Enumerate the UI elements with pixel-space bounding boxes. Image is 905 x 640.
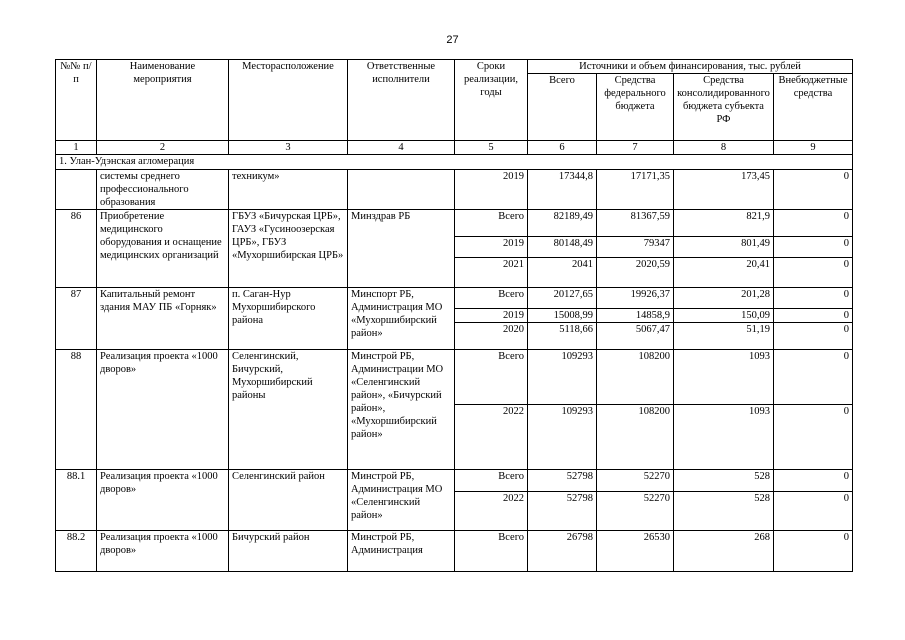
column-number: 4 <box>348 141 455 155</box>
table-row <box>56 531 853 572</box>
header-row <box>56 60 853 74</box>
cell-regional: 1093 <box>674 350 774 405</box>
cell-federal: 5067,47 <box>597 323 674 350</box>
cell-federal: 52270 <box>597 492 674 531</box>
column-number: 2 <box>97 141 229 155</box>
cell-extra: 0 <box>774 492 853 531</box>
cell-num <box>56 170 97 210</box>
cell-regional: 150,09 <box>674 309 774 323</box>
cell-federal: 108200 <box>597 350 674 405</box>
cell-year: 2020 <box>455 323 528 350</box>
cell-year: Всего <box>455 210 528 237</box>
cell-regional: 20,41 <box>674 258 774 288</box>
cell-location: техникум» <box>229 170 348 210</box>
cell-location: Селенгинский, Бичурский, Мухоршибирский районы <box>229 350 348 470</box>
cell-federal: 2020,59 <box>597 258 674 288</box>
cell-extra: 0 <box>774 210 853 237</box>
cell-responsible <box>348 170 455 210</box>
column-number: 9 <box>774 141 853 155</box>
cell-num: 87 <box>56 288 97 350</box>
cell-total: 109293 <box>528 350 597 405</box>
cell-federal: 19926,37 <box>597 288 674 309</box>
cell-num: 88 <box>56 350 97 470</box>
cell-regional: 821,9 <box>674 210 774 237</box>
page-number: 27 <box>446 34 459 46</box>
table-row <box>56 350 853 405</box>
cell-year: Всего <box>455 531 528 572</box>
cell-regional: 173,45 <box>674 170 774 210</box>
cell-extra: 0 <box>774 531 853 572</box>
cell-year: 2022 <box>455 492 528 531</box>
header-federal: Средства федерального бюджета <box>597 74 674 141</box>
column-number: 8 <box>674 141 774 155</box>
cell-name: системы среднего профессионального образования <box>97 170 229 210</box>
table-row <box>56 470 853 492</box>
cell-regional: 528 <box>674 492 774 531</box>
cell-name: Реализация проекта «1000 дворов» <box>97 350 229 470</box>
cell-responsible: Минстрой РБ, Администрации МО «Селенгинский район», «Бичурский район», «Мухоршибирский район» <box>348 350 455 470</box>
cell-federal: 14858,9 <box>597 309 674 323</box>
cell-responsible: Минздрав РБ <box>348 210 455 288</box>
cell-regional: 528 <box>674 470 774 492</box>
cell-year: 2022 <box>455 405 528 470</box>
cell-federal: 17171,35 <box>597 170 674 210</box>
table-row <box>56 288 853 309</box>
cell-federal: 26530 <box>597 531 674 572</box>
header-name: Наименование мероприятия <box>97 60 229 141</box>
cell-location: ГБУЗ «Бичурская ЦРБ», ГАУЗ «Гусиноозерская ЦРБ», ГБУЗ «Мухоршибирская ЦРБ» <box>229 210 348 288</box>
cell-num: 88.1 <box>56 470 97 531</box>
cell-responsible: Минстрой РБ, Администрация <box>348 531 455 572</box>
header-financing: Источники и объем финансирования, тыс. рублей <box>528 60 853 74</box>
header-extra: Внебюджетные средства <box>774 74 853 141</box>
cell-extra: 0 <box>774 237 853 258</box>
column-number: 7 <box>597 141 674 155</box>
cell-name: Капитальный ремонт здания МАУ ПБ «Горняк» <box>97 288 229 350</box>
header-regional: Средства консолидированного бюджета субъекта РФ <box>674 74 774 141</box>
cell-federal: 79347 <box>597 237 674 258</box>
cell-extra: 0 <box>774 323 853 350</box>
cell-federal: 108200 <box>597 405 674 470</box>
cell-location: п. Саган-Нур Мухоршибирского района <box>229 288 348 350</box>
cell-total: 52798 <box>528 492 597 531</box>
header-num: №№ п/п <box>56 60 97 141</box>
header-terms: Сроки реализации, годы <box>455 60 528 141</box>
header-location: Месторасположение <box>229 60 348 141</box>
financing-table <box>55 59 853 572</box>
cell-year: 2019 <box>455 309 528 323</box>
cell-year: Всего <box>455 470 528 492</box>
cell-total: 2041 <box>528 258 597 288</box>
column-number-row <box>56 141 853 155</box>
cell-year: Всего <box>455 288 528 309</box>
cell-regional: 201,28 <box>674 288 774 309</box>
cell-location: Бичурский район <box>229 531 348 572</box>
cell-location: Селенгинский район <box>229 470 348 531</box>
cell-name: Приобретение медицинского оборудования и оснащение медицинских организаций <box>97 210 229 288</box>
cell-federal: 81367,59 <box>597 210 674 237</box>
cell-extra: 0 <box>774 309 853 323</box>
cell-total: 52798 <box>528 470 597 492</box>
cell-responsible: Минстрой РБ, Администрация МО «Селенгинский район» <box>348 470 455 531</box>
cell-federal: 52270 <box>597 470 674 492</box>
cell-total: 109293 <box>528 405 597 470</box>
header-total: Всего <box>528 74 597 141</box>
cell-extra: 0 <box>774 405 853 470</box>
page-bottom-margin <box>0 594 905 640</box>
table-row <box>56 210 853 237</box>
cell-responsible: Минспорт РБ, Администрация МО «Мухоршибирский район» <box>348 288 455 350</box>
cell-regional: 801,49 <box>674 237 774 258</box>
cell-total: 82189,49 <box>528 210 597 237</box>
cell-total: 20127,65 <box>528 288 597 309</box>
cell-name: Реализация проекта «1000 дворов» <box>97 470 229 531</box>
cell-name: Реализация проекта «1000 дворов» <box>97 531 229 572</box>
cell-regional: 268 <box>674 531 774 572</box>
cell-extra: 0 <box>774 350 853 405</box>
cell-total: 5118,66 <box>528 323 597 350</box>
column-number: 6 <box>528 141 597 155</box>
cell-extra: 0 <box>774 170 853 210</box>
section-row <box>56 155 853 170</box>
cell-year: 2019 <box>455 237 528 258</box>
cell-total: 17344,8 <box>528 170 597 210</box>
cell-year: 2019 <box>455 170 528 210</box>
table-row <box>56 170 853 210</box>
cell-extra: 0 <box>774 258 853 288</box>
cell-year: 2021 <box>455 258 528 288</box>
cell-total: 15008,99 <box>528 309 597 323</box>
cell-regional: 51,19 <box>674 323 774 350</box>
header-responsible: Ответственные исполнители <box>348 60 455 141</box>
column-number: 1 <box>56 141 97 155</box>
cell-num: 86 <box>56 210 97 288</box>
cell-total: 80148,49 <box>528 237 597 258</box>
section-title: 1. Улан-Удэнская агломерация <box>56 155 853 170</box>
cell-extra: 0 <box>774 288 853 309</box>
column-number: 5 <box>455 141 528 155</box>
cell-extra: 0 <box>774 470 853 492</box>
cell-total: 26798 <box>528 531 597 572</box>
column-number: 3 <box>229 141 348 155</box>
cell-year: Всего <box>455 350 528 405</box>
cell-num: 88.2 <box>56 531 97 572</box>
cell-regional: 1093 <box>674 405 774 470</box>
